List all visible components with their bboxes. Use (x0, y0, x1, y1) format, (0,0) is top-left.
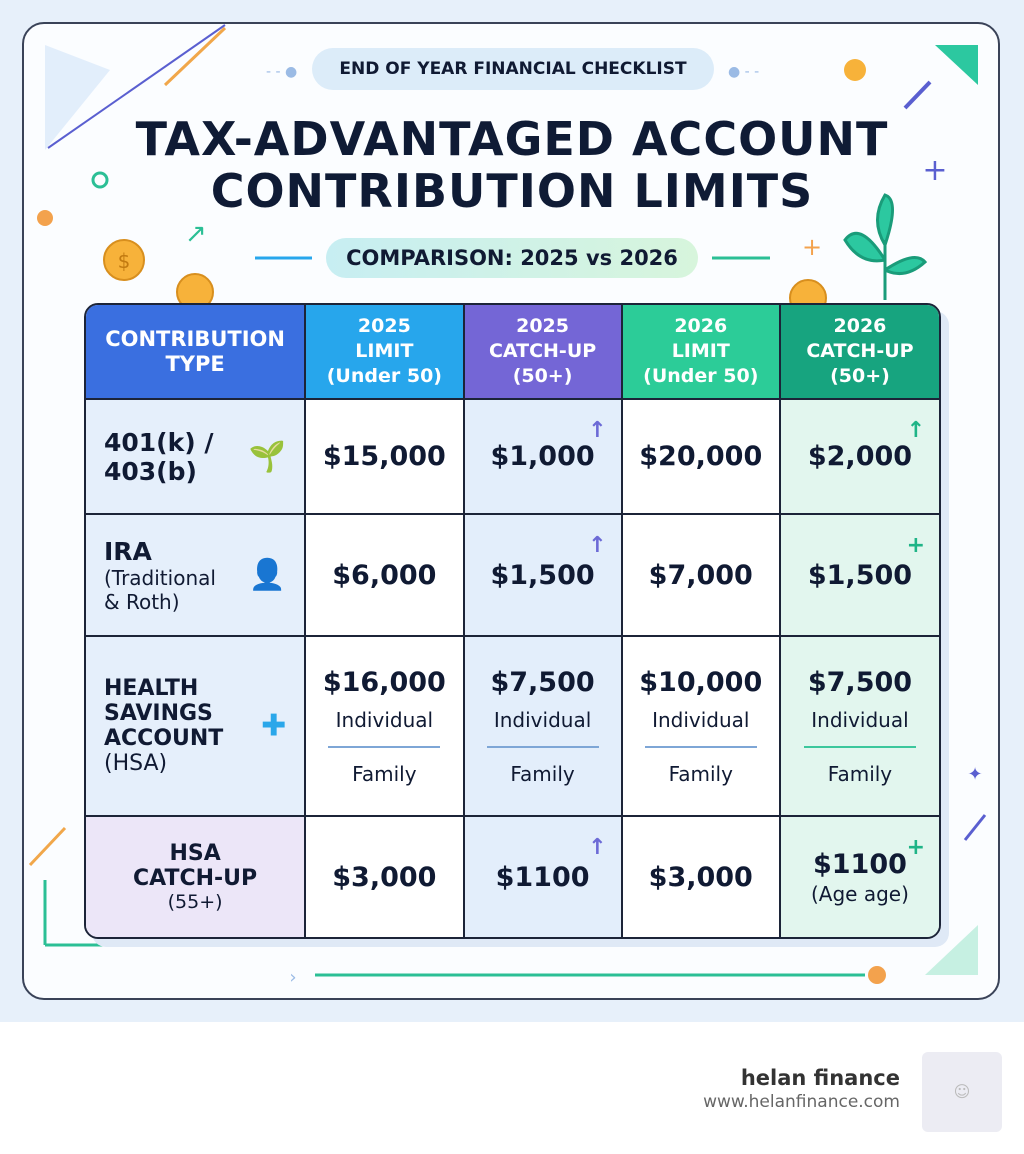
limit-cell (465, 400, 623, 515)
column-header-line: 2025 (357, 315, 411, 337)
up-arrow-icon: ↑ (588, 418, 607, 443)
svg-text:+: + (922, 153, 948, 188)
column-header-line: (50+) (512, 365, 573, 387)
limit-sublabel: Family (352, 761, 417, 786)
row-label (86, 515, 306, 637)
limit-cell (623, 515, 781, 637)
limit-value: $3,000 (648, 861, 753, 893)
divider (804, 746, 916, 748)
limit-value: $1,500 (490, 559, 595, 591)
row-label-line: (Traditional (104, 565, 216, 590)
limit-value: $2,000 (807, 441, 913, 472)
limit-cell (623, 637, 781, 817)
table-row (86, 637, 939, 817)
medical-kit-coin-icon: ✚ (261, 708, 287, 744)
column-header-line: 2026 (674, 315, 728, 337)
row-label-line: (HSA) (104, 751, 168, 776)
up-arrow-icon: ↑ (588, 835, 607, 860)
divider (487, 746, 599, 748)
column-header-line: 2025 (516, 315, 569, 337)
svg-text:✦: ✦ (967, 764, 983, 785)
row-label (86, 400, 306, 515)
column-header-line: CATCH-UP (488, 340, 597, 362)
limit-value: $16,000 (322, 666, 446, 698)
comparison-badge: COMPARISON: 2025 vs 2026 (326, 238, 698, 278)
column-header-line: CATCH-UP (806, 340, 914, 362)
column-header-line: (Under 50) (326, 365, 442, 387)
svg-text:$: $ (117, 249, 131, 273)
limit-cell (623, 817, 781, 937)
limit-sublabel: Individual (811, 707, 909, 732)
limit-value: $1100 (812, 848, 907, 880)
brand-logo-icon: ☺ (922, 1052, 1002, 1132)
plant-coin-icon: 🌱 (248, 439, 287, 474)
row-label-line: & Roth) (104, 589, 180, 614)
limit-cell (781, 637, 939, 817)
brand-url[interactable]: www.helanfinance.com (703, 1092, 900, 1112)
row-label-line: HSA (169, 841, 221, 866)
limit-value: $1,000 (490, 441, 595, 472)
limit-cell (465, 515, 623, 637)
limit-value: $3,000 (332, 861, 437, 893)
row-label (86, 637, 306, 817)
column-header-line: 2026 (833, 315, 887, 337)
limit-cell (465, 637, 623, 817)
column-header (623, 305, 781, 400)
limit-cell (781, 817, 939, 937)
brand-name: helan finance (740, 1066, 900, 1090)
column-header-line: (50+) (830, 365, 890, 387)
column-header (86, 305, 306, 400)
limit-sublabel: Family (510, 761, 575, 786)
table-row (86, 515, 939, 637)
up-arrow-icon: ↑ (588, 533, 607, 558)
row-label-line: SAVINGS (104, 701, 213, 726)
svg-text:+: + (801, 233, 823, 261)
limit-cell (465, 817, 623, 937)
column-header (306, 305, 464, 400)
row-label-line: 403(b) (104, 456, 197, 486)
row-label-line: ACCOUNT (104, 726, 224, 751)
divider (328, 746, 440, 748)
limit-sublabel: Family (668, 761, 733, 786)
checklist-badge: END OF YEAR FINANCIAL CHECKLIST (312, 48, 714, 90)
column-header-line: TYPE (165, 351, 225, 376)
table-row (86, 400, 939, 515)
limit-sublabel: Individual (652, 707, 750, 732)
page-title-line2: CONTRIBUTION LIMITS (210, 164, 814, 218)
limit-cell (623, 400, 781, 515)
plus-icon: + (906, 533, 925, 558)
row-label-line: (55+) (167, 891, 223, 913)
table-row (86, 817, 939, 937)
column-header (781, 305, 939, 400)
limit-value: $7,500 (490, 666, 595, 698)
column-header (465, 305, 623, 400)
limit-sublabel: (Age age) (811, 881, 909, 906)
limit-sublabel: Individual (335, 707, 434, 732)
svg-text:↗: ↗ (185, 219, 207, 249)
column-header-line: (Under 50) (643, 365, 759, 387)
limit-value: $1100 (495, 861, 590, 893)
svg-text:- - ●: - - ● (266, 64, 298, 80)
column-header-line: LIMIT (671, 340, 730, 362)
limit-cell (306, 637, 464, 817)
up-arrow-icon: ↑ (906, 418, 925, 443)
plus-icon: + (906, 835, 925, 860)
svg-text:● - -: ● - - (728, 64, 760, 80)
limit-sublabel: Family (827, 761, 893, 786)
limit-value: $15,000 (322, 441, 446, 472)
divider (645, 746, 757, 748)
limit-cell (306, 515, 464, 637)
limit-value: $6,000 (332, 559, 437, 591)
contribution-limits-table (84, 303, 941, 939)
row-label-line: 401(k) / (104, 427, 214, 457)
limit-cell (781, 515, 939, 637)
limit-value: $1,500 (807, 559, 913, 591)
limit-cell (306, 817, 464, 937)
limit-value: $7,000 (648, 559, 753, 591)
page-title-line1: TAX-ADVANTAGED ACCOUNT (135, 112, 889, 166)
limit-value: $7,500 (807, 666, 913, 698)
limit-sublabel: Individual (493, 707, 592, 732)
column-header-line: LIMIT (355, 340, 414, 362)
row-label-line: HEALTH (104, 676, 199, 701)
svg-text:›: › (289, 967, 297, 988)
limit-value: $10,000 (639, 666, 763, 698)
row-label (86, 817, 306, 937)
limit-cell (781, 400, 939, 515)
limit-cell (306, 400, 464, 515)
column-header-line: CONTRIBUTION (105, 326, 285, 351)
limit-value: $20,000 (639, 441, 763, 472)
row-label-line: CATCH-UP (133, 866, 258, 891)
row-label-line: IRA (104, 536, 152, 566)
person-moneybag-icon: 👤 (248, 557, 287, 593)
